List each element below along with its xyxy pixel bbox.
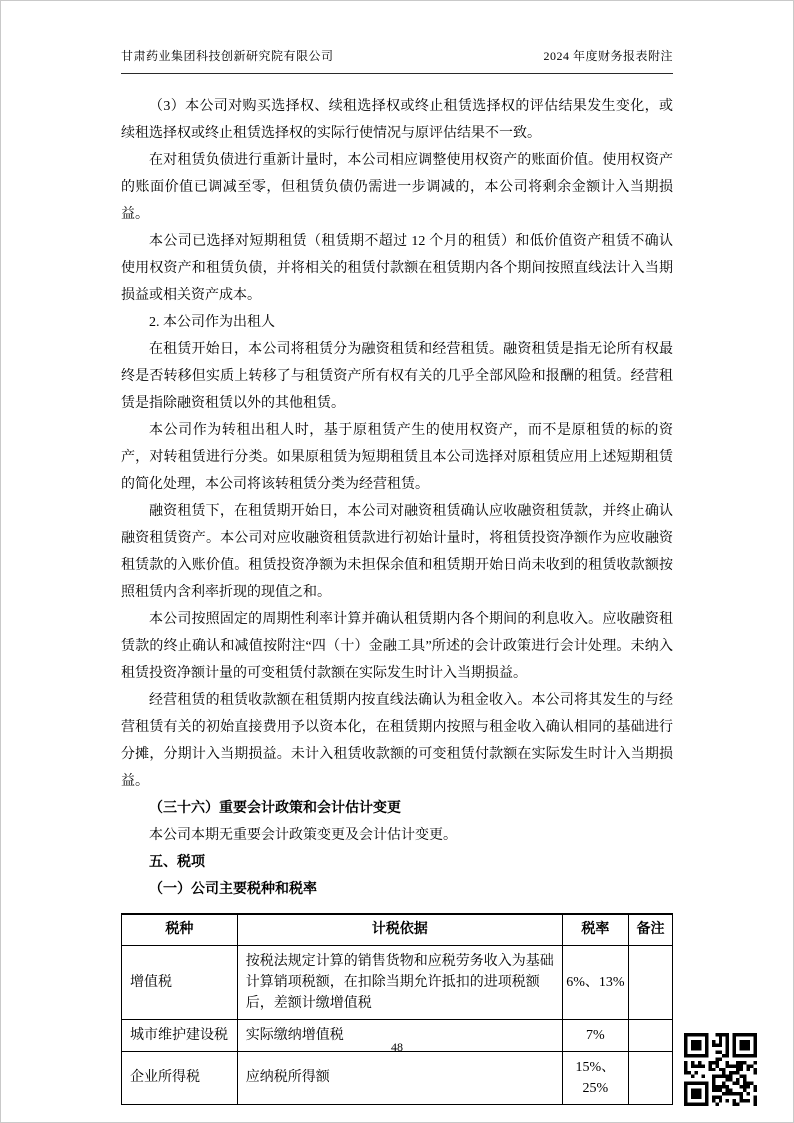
paragraph: 本公司已选择对短期租赁（租赁期不超过 12 个月的租赁）和低价值资产租赁不确认使用权资产和租赁负债，并将相关的租赁付款额在租赁期内各个期间按照直线法计入当期损益或相关资产成本。: [121, 234, 673, 303]
basis-cell: 应纳税所得额: [237, 1051, 562, 1104]
section-heading: （三十六）重要会计政策和会计估计变更: [149, 801, 401, 816]
tax-type-cell: 城市维护建设税: [122, 1019, 238, 1051]
col-header-tax-type: 税种: [122, 914, 238, 945]
note-cell: [628, 945, 672, 1019]
tax-type-cell: 企业所得税: [122, 1051, 238, 1104]
header-doc-title: 2024 年度财务报表附注: [543, 49, 673, 63]
table-row: [122, 1051, 673, 1104]
paragraph: （3）本公司对购买选择权、续租选择权或终止租赁选择权的评估结果发生变化，或续租选择权或终止租赁选择权的实际行使情况与原评估结果不一致。: [121, 99, 673, 141]
paragraph: 融资租赁下，在租赁期开始日，本公司对融资租赁确认应收融资租赁款，并终止确认融资租赁资产。本公司对应收融资租赁款进行初始计量时，将租赁投资净额作为应收融资租赁款的入账价值。租赁投资净额为未担保余值和租赁期开始日尚未收到的租赁收款额按照租赁内含利率折现的现值之和。: [121, 504, 673, 600]
col-header-rate: 税率: [562, 914, 628, 945]
section-heading: 五、税项: [149, 855, 205, 870]
table-header-row: [122, 914, 673, 945]
page-footer: [1, 1040, 793, 1055]
page-header: [121, 47, 673, 74]
paragraph: 本公司本期无重要会计政策变更及会计估计变更。: [149, 828, 457, 843]
note-cell: [628, 1051, 672, 1104]
rate-cell: 6%、13%: [562, 945, 628, 1019]
list-item-heading: 2. 本公司作为出租人: [149, 315, 275, 330]
paragraph: 本公司按照固定的周期性利率计算并确认租赁期内各个期间的利息收入。应收融资租赁款的终止确认和减值按附注“四（十）金融工具”所述的会计政策进行会计处理。未纳入租赁投资净额计量的可变租赁付款额在实际发生时计入当期损益。: [121, 612, 673, 681]
paragraph: 本公司作为转租出租人时，基于原租赁产生的使用权资产，而不是原租赁的标的资产，对转租赁进行分类。如果原租赁为短期租赁且本公司选择对原租赁应用上述短期租赁的简化处理，本公司将该转租赁分类为经营租赁。: [121, 423, 673, 492]
tax-rate-table: [121, 913, 673, 1105]
paragraph: 在租赁开始日，本公司将租赁分为融资租赁和经营租赁。融资租赁是指无论所有权最终是否转移但实质上转移了与租赁资产所有权有关的几乎全部风险和报酬的租赁。经营租赁是指除融资租赁以外的其他租赁。: [121, 342, 673, 411]
col-header-basis: 计税依据: [237, 914, 562, 945]
qr-code: [684, 1033, 757, 1106]
document-body: [121, 93, 673, 1105]
rate-cell: 7%: [562, 1019, 628, 1051]
paragraph: 在对租赁负债进行重新计量时，本公司相应调整使用权资产的账面价值。使用权资产的账面价值已调减至零，但租赁负债仍需进一步调减的，本公司将剩余金额计入当期损益。: [121, 153, 673, 222]
paragraph: 经营租赁的租赁收款额在租赁期内按直线法确认为租金收入。本公司将其发生的与经营租赁有关的初始直接费用予以资本化，在租赁期内按照与租金收入确认相同的基础进行分摊，分期计入当期损益。未计入租赁收款额的可变租赁付款额在实际发生时计入当期损益。: [121, 693, 673, 789]
section-heading: （一）公司主要税种和税率: [149, 882, 317, 897]
basis-cell: 实际缴纳增值税: [237, 1019, 562, 1051]
rate-cell: 15%、25%: [562, 1051, 628, 1104]
tax-type-cell: 增值税: [122, 945, 238, 1019]
basis-cell: 按税法规定计算的销售货物和应税劳务收入为基础计算销项税额，在扣除当期允许抵扣的进项税额后，差额计缴增值税: [237, 945, 562, 1019]
page-number: 48: [391, 1040, 403, 1054]
table-row: [122, 945, 673, 1019]
col-header-note: 备注: [628, 914, 672, 945]
header-company-name: 甘肃药业集团科技创新研究院有限公司: [121, 49, 334, 63]
